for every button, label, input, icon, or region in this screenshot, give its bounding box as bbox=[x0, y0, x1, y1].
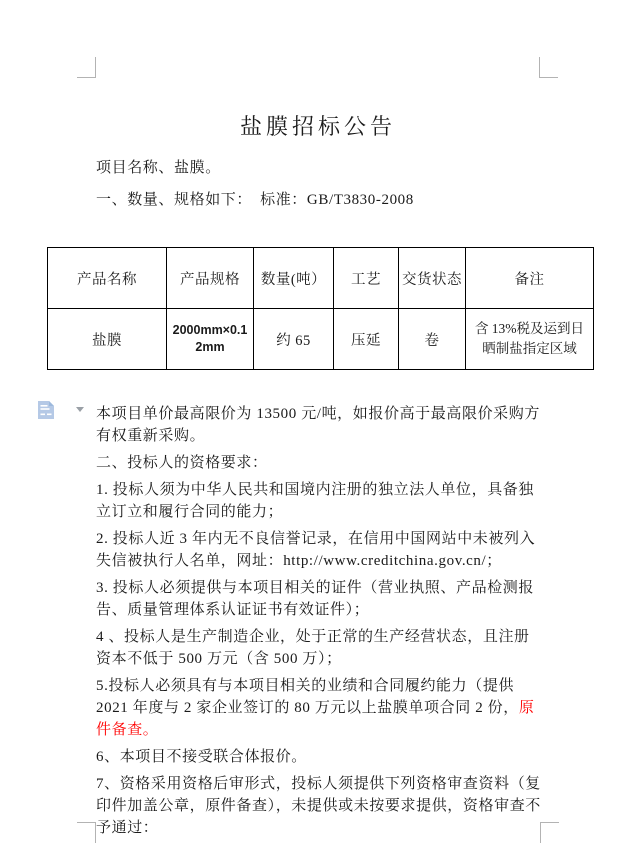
header-product-name: 产品名称 bbox=[48, 248, 167, 309]
cell-product-spec: 2000mm×0.12mm bbox=[167, 309, 254, 370]
table-header-row bbox=[48, 248, 594, 309]
document-body bbox=[96, 403, 543, 844]
cell-quantity: 约 65 bbox=[254, 309, 334, 370]
cell-process: 压延 bbox=[334, 309, 399, 370]
margin-mark-top-left bbox=[77, 57, 96, 78]
section-heading-qualification: 二、投标人的资格要求： bbox=[96, 455, 268, 471]
requirement-7: 7、资格采用资格后审形式，投标人须提供下列资格审查资料（复印件加盖公章，原件备查），未提供或未按要求提供，资格审查不予通过： bbox=[96, 776, 541, 836]
cell-delivery-state: 卷 bbox=[399, 309, 466, 370]
red-note-original-for-review: 原件备查。 bbox=[96, 700, 535, 738]
header-quantity: 数量(吨） bbox=[254, 248, 334, 309]
requirement-3: 3. 投标人必须提供与本项目相关的证件（营业执照、产品检测报告、质量管理体系认证证书有效证件）； bbox=[96, 580, 535, 618]
document-title: 盐膜招标公告 bbox=[239, 114, 396, 139]
product-table bbox=[47, 247, 594, 370]
margin-mark-bottom-left bbox=[77, 822, 96, 843]
table-row bbox=[48, 309, 594, 370]
header-delivery-state: 交货状态 bbox=[399, 248, 466, 309]
quantity-spec-line: 一、数量、规格如下： 标准：GB/T3830-2008 bbox=[96, 192, 414, 208]
paste-options-button[interactable] bbox=[36, 400, 88, 422]
project-name-line: 项目名称、盐膜。 bbox=[96, 160, 221, 176]
paragraph-price-limit: 本项目单价最高限价为 13500 元/吨，如报价高于最高限价采购方有权重新采购。 bbox=[96, 406, 540, 444]
header-process: 工艺 bbox=[334, 248, 399, 309]
chevron-down-icon[interactable] bbox=[76, 407, 84, 412]
cell-product-name: 盐膜 bbox=[48, 309, 167, 370]
header-product-spec: 产品规格 bbox=[167, 248, 254, 309]
requirement-2: 2. 投标人近 3 年内无不良信誉记录，在信用中国网站中未被列入失信被执行人名单，网址：http://www.creditchina.gov.cn/； bbox=[96, 531, 536, 569]
requirement-4: 4 、投标人是生产制造企业，处于正常的生产经营状态，且注册资本不低于 500 万元（含 500 万）； bbox=[96, 629, 530, 667]
requirement-1: 1. 投标人须为中华人民共和国境内注册的独立法人单位，具备独立订立和履行合同的能力； bbox=[96, 482, 535, 520]
header-remark: 备注 bbox=[466, 248, 594, 309]
margin-mark-top-right bbox=[539, 57, 558, 78]
requirement-6: 6、本项目不接受联合体报价。 bbox=[96, 749, 307, 765]
cell-remark: 含 13%税及运到日晒制盐指定区域 bbox=[466, 309, 594, 370]
requirement-5: 5.投标人必须具有与本项目相关的业绩和合同履约能力（提供 2021 年度与 2 家企业签订的 80 万元以上盐膜单项合同 2 份，原件备查。 bbox=[96, 678, 535, 738]
